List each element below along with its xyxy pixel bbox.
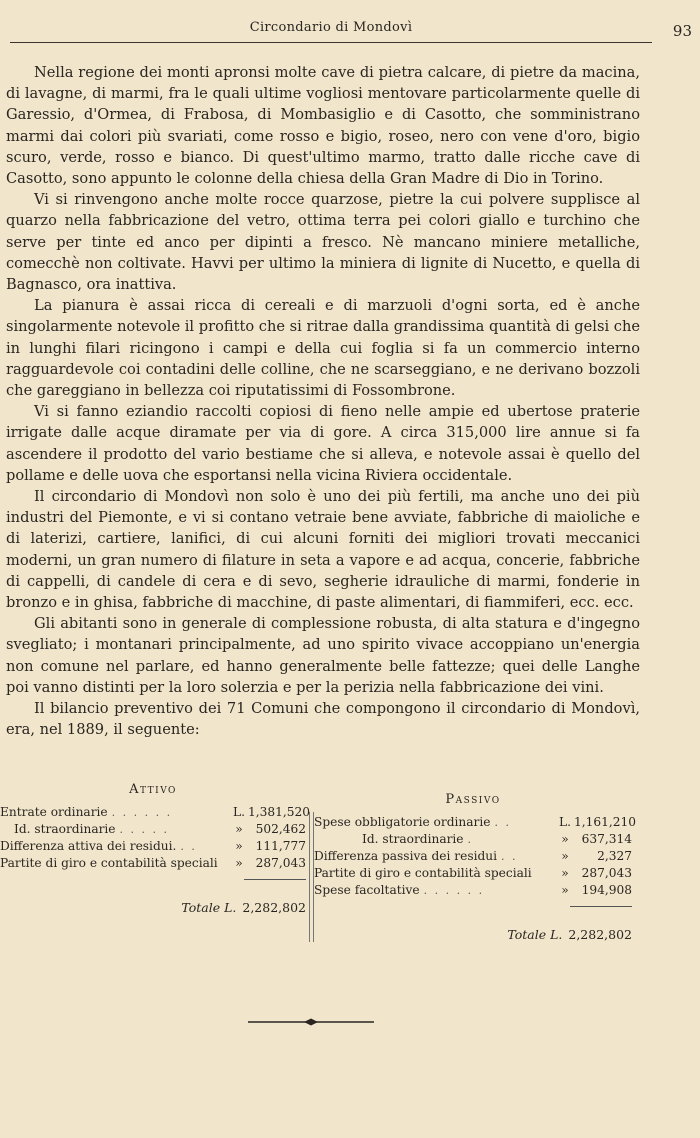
total-amount: 2,282,802 [568,927,632,942]
row-label: Id. straordinarie [14,822,116,836]
currency-mark: » [561,832,569,846]
row-label: Id. straordinarie [362,832,464,846]
total-amount: 2,282,802 [242,900,306,915]
row-amount: 194,908 [581,883,632,897]
currency-mark: » [235,822,243,836]
currency-mark: L. [559,815,571,829]
end-ornament [248,1017,374,1027]
paragraph: Gli abitanti sono in generale di complessione robusta, di alta statura e d'ingegno svegliato; i montanari principalmente, ad uno spirito vivace accoppiano un'energia non comune nel parlare, ed hanno generalmente belle fattezze; quei delle Langhe poi vanno distinti per la loro solerzia e per la perizia nella fabbricazione dei vini. [6,615,640,696]
leader-dots: . . . . . [119,823,170,836]
row-amount: 502,462 [255,822,306,836]
sum-rule [570,906,632,907]
body-text [6,62,640,741]
table-row [0,839,306,856]
table-row [0,805,311,822]
total-label: Totale L. [181,900,237,915]
currency-mark: » [235,839,243,853]
passive-title: Passivo [445,792,501,807]
row-amount: 111,777 [255,839,306,853]
total-row [314,927,632,942]
running-title: Circondario di Mondovì [249,20,413,35]
currency-mark: » [561,866,569,880]
row-label: Partite di giro e contabilità speciali [0,856,218,870]
table-row [314,832,632,849]
page-number: 93 [672,22,692,40]
leader-dots: . [467,833,474,846]
currency-mark: » [235,856,243,870]
row-label: Spese obbligatorie ordinarie [314,815,491,829]
row-amount: 1,161,210 [574,815,637,829]
page-header [10,18,692,43]
row-amount: 1,381,520 [248,805,311,819]
paragraph: Vi si rinvengono anche molte rocce quarzose, pietre la cui polvere supplisce al quarzo nella fabbricazione del vetro, ottima terra pei colori giallo e turchino che serve per tinte ed anco per dipinti a fresco. Nè mancano miniere metalliche, comecchè non coltivate. Havvi per ultimo la miniera di lignite di Nucetto, e quella di Bagnasco, ora inattiva. [6,191,640,294]
active-title: Attivo [129,782,177,797]
row-label: Entrate ordinarie [0,805,108,819]
passive-column [314,792,637,942]
paragraph: La pianura è assai ricca di cereali e di marzuoli d'ogni sorta, ed è anche singolarmente notevole il profitto che si ritrae dalla grandissima quantità di gelsi che in lunghi filari ricingono i campi e della cui foglia si fa un commercio interno ragguardevole coi contadini delle colline, che ne scarseggiano, e ne derivano bozzoli che gareggiano in bellezza coi riputatissimi di Fossombrone. [6,297,640,400]
table-row [0,822,306,839]
row-amount: 2,327 [597,849,632,863]
row-label: Differenza passiva dei residui [314,849,498,863]
currency-mark: » [561,849,569,863]
row-amount: 637,314 [581,832,632,846]
sum-rule [244,879,306,880]
currency-mark: L. [233,805,245,819]
table-row [314,883,632,900]
row-amount: 287,043 [255,856,306,870]
leader-dots: . . [494,816,511,829]
table-row [314,849,632,866]
paragraph: Vi si fanno eziandio raccolti copiosi di fieno nelle ampie ed ubertose praterie irrigate dalle acque diramate per via di gore. A circa 315,000 lire annue si fa ascendere il prodotto del vario bestiame che si alleva, e notevole assai è quello del pollame e delle uova che esportansi nella vicina Riviera occidentale. [6,403,640,484]
balance-table [0,782,640,952]
currency-mark: » [561,883,569,897]
row-label: Differenza attiva dei residui. [0,839,177,853]
leader-dots: . . [501,850,518,863]
leader-dots: . . . . . . [423,884,485,897]
row-label: Partite di giro e contabilità speciali [314,866,532,880]
paragraph: Il bilancio preventivo dei 71 Comuni che compongono il circondario di Mondovì, era, nel 1889, il seguente: [6,700,640,739]
leader-dots: . . . . . . [111,806,173,819]
row-amount: 287,043 [581,866,632,880]
leader-dots: . . [180,840,197,853]
table-row [314,815,637,832]
paragraph: Il circondario di Mondovì non solo è uno dei più fertili, ma anche uno dei più industri del Piemonte, e vi si contano vetraie bene avviate, fabbriche di maioliche e di laterizi, cartiere, lanifici, di cui alcuni forniti dei migliori trovati meccanici moderni, un gran numero di filature in seta a vapore e ad acqua, concerie, fabbriche di cappelli, di candele di cera e di sevo, segherie idrauliche di marmi, fonderie in bronzo e in ghisa, fabbriche di macchine, di paste alimentari, di fiammiferi, ecc. ecc. [6,488,640,612]
table-row [0,856,306,873]
total-label: Totale L. [507,927,563,942]
row-label: Spese facoltative [314,883,420,897]
table-row [314,866,632,883]
active-column [0,782,311,915]
total-row [0,900,306,915]
paragraph: Nella regione dei monti apronsi molte cave di pietra calcare, di pietre da macina, di lavagne, di marmi, fra le quali ultime vogliosi mentovare particolarmente quelle di Garessio, d'Ormea, di Frabosa, di Mombasiglio e di Casotto, che somministrano marmi dai colori più svariati, come rosso e bigio, roseo, nero con vene d'oro, bigio scuro, verde, rosso e bianco. Di quest'ultimo marmo, tratto dalle ricche cave di Casotto, sono appunto le colonne della chiesa della Gran Madre di Dio in Torino. [6,64,640,188]
